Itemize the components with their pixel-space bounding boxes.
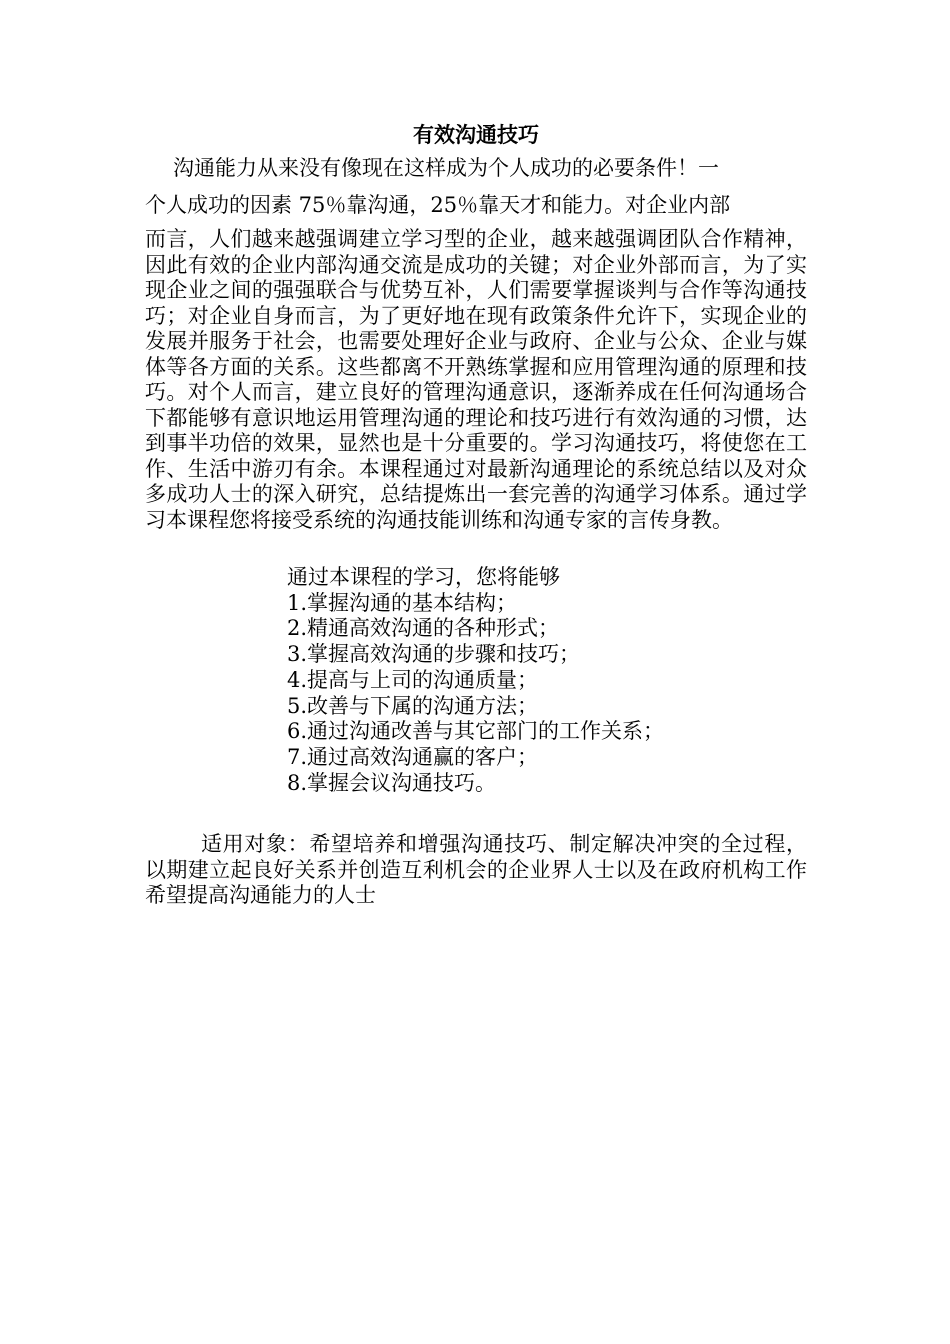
- audience-paragraph: 适用对象：希望培养和增强沟通技巧、制定解决冲突的全过程，以期建立起良好关系并创造互利机会的企业界人士以及在政府机构工作希望提高沟通能力的人士: [145, 832, 807, 908]
- intro-line-1: 沟通能力从来没有像现在这样成为个人成功的必要条件！一: [173, 156, 719, 180]
- objectives-list: [287, 565, 807, 796]
- document-page: [145, 120, 807, 930]
- list-item: 5.改善与下属的沟通方法；: [287, 693, 539, 718]
- intro-line-2: 个人成功的因素 75％靠沟通，25％靠天才和能力。对企业内部: [145, 193, 731, 217]
- intro-paragraph: [145, 150, 807, 533]
- document-title: 有效沟通技巧: [413, 122, 539, 147]
- list-item: 2.精通高效沟通的各种形式；: [287, 616, 560, 641]
- list-item: 8.掌握会议沟通技巧。: [287, 770, 497, 795]
- list-item: 6.通过沟通改善与其它部门的工作关系；: [287, 719, 665, 744]
- intro-body: 而言，人们越来越强调建立学习型的企业，越来越强调团队合作精神，因此有效的企业内部沟通交流是成功的关键；对企业外部而言，为了实现企业之间的强强联合与优势互补，人们需要掌握谈判与合作等沟通技巧；对企业自身而言，为了更好地在现有政策条件允许下，实现企业的发展并服务于社会，也需要处理好企业与政府、企业与公众、企业与媒体等各方面的关系。这些都离不开熟练掌握和应用管理沟通的原理和技巧。对个人而言，建立良好的管理沟通意识，逐渐养成在任何沟通场合下都能够有意识地运用管理沟通的理论和技巧进行有效沟通的习惯，达到事半功倍的效果，显然也是十分重要的。学习沟通技巧，将使您在工作、生活中游刃有余。本课程通过对最新沟通理论的系统总结以及对众多成功人士的深入研究，总结提炼出一套完善的沟通学习体系。通过学习本课程您将接受系统的沟通技能训练和沟通专家的言传身教。: [145, 227, 807, 532]
- objectives-heading: 通过本课程的学习，您将能够: [287, 565, 560, 589]
- list-item: 7.通过高效沟通赢的客户；: [287, 744, 539, 769]
- list-item: 4.提高与上司的沟通质量；: [287, 667, 539, 692]
- list-item: 3.掌握高效沟通的步骤和技巧；: [287, 642, 581, 667]
- list-item: 1.掌握沟通的基本结构；: [287, 590, 518, 615]
